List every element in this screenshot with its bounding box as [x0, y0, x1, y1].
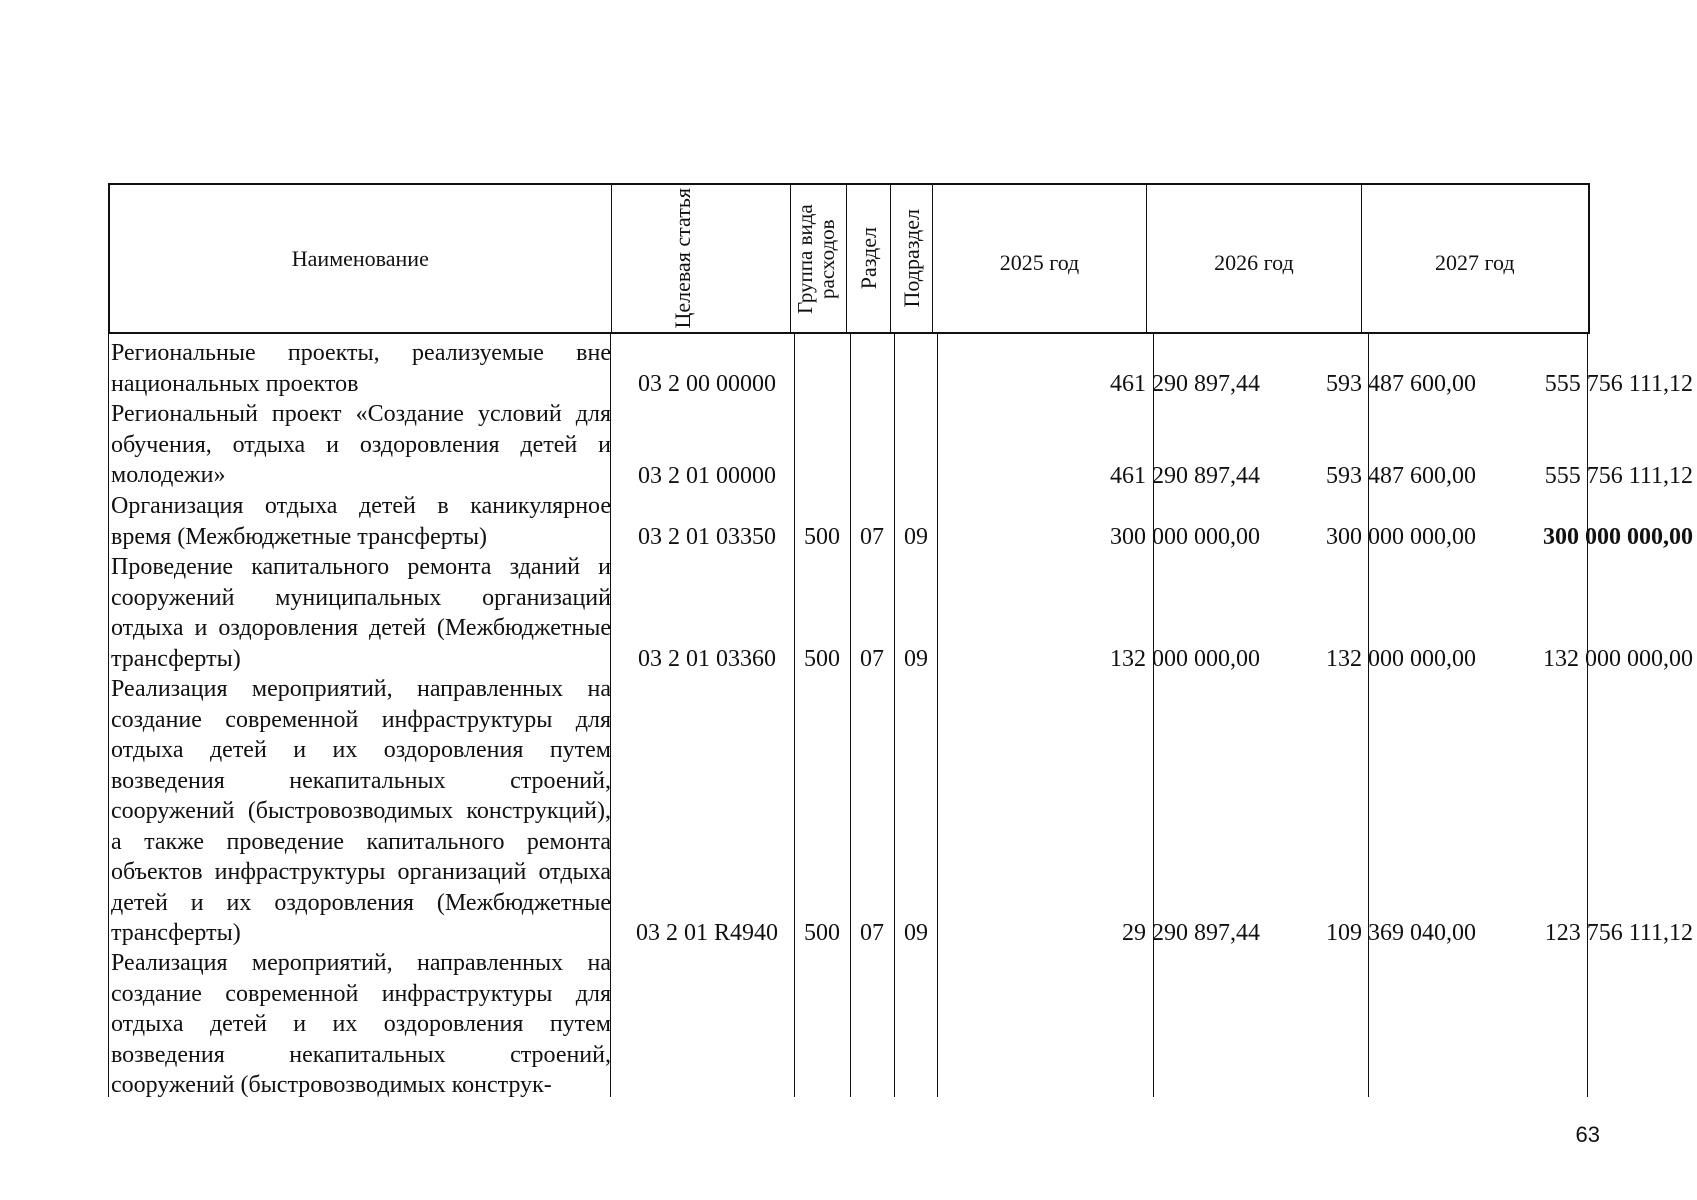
- row-code: 03 2 01 00000: [638, 462, 776, 489]
- row-name: Региональный проект «Создание условий для обучения, отдыха и оздоровления детей и молодежи»: [111, 401, 611, 488]
- table-header: [108, 183, 1590, 334]
- header-2026: 2026 год: [1147, 185, 1361, 332]
- row-2025: 461 290 897,44: [1110, 462, 1260, 489]
- row-2027: 132 000 000,00: [1543, 645, 1693, 672]
- header-2025: 2025 год: [933, 185, 1147, 332]
- table-row: [108, 948, 1590, 1100]
- row-code: 03 2 01 03350: [638, 523, 776, 550]
- row-2027: 123 756 111,12: [1544, 919, 1693, 946]
- row-2025: 461 290 897,44: [1110, 370, 1260, 397]
- table-row: [108, 674, 1693, 948]
- row-name: Организация отдыха детей в каникулярное время (Межбюджетные трансферты): [111, 493, 611, 550]
- header-group: [791, 185, 847, 332]
- row-name: Реализация мероприятий, направленных на создание современной инфраструктуры для отдыха детей и их оздоровления путем возведения некапитальных строений, сооружений (быстровозводимых конструк-: [111, 950, 611, 1098]
- table-row: [108, 491, 1693, 552]
- row-2027: 300 000 000,00: [1543, 523, 1693, 550]
- page-number: 63: [1575, 1122, 1600, 1147]
- row-code: 03 2 01 R4940: [635, 919, 778, 946]
- row-section: 07: [860, 645, 884, 672]
- table-row: [108, 338, 1693, 399]
- row-group: 500: [804, 645, 840, 672]
- row-2026: 300 000 000,00: [1326, 523, 1476, 550]
- row-name: Реализация мероприятий, направленных на создание современной инфраструктуры для отдыха детей и их оздоровления путем возведения некапитальных строений, сооружений (быстровозводимых конструкций), а также проведение капитального ремонта объектов инфраструктуры организаций отдыха детей и их оздоровления (Межбюджетные трансферты): [111, 676, 611, 946]
- header-2027: 2027 год: [1435, 249, 1515, 275]
- header-group-label: Группа вида расходов: [792, 203, 839, 314]
- row-code: 03 2 01 03360: [638, 645, 776, 672]
- header-code: [612, 185, 792, 332]
- header-section-label: Раздел: [855, 227, 881, 290]
- row-subsection: 09: [904, 645, 928, 672]
- header-subsection-label: Подраздел: [898, 209, 924, 308]
- table-row: [108, 552, 1693, 674]
- row-name: Проведение капитального ремонта зданий и сооружений муниципальных организаций отдыха и оздоровления детей (Межбюджетные трансферты): [111, 554, 611, 672]
- header-name: Наименование: [110, 185, 612, 332]
- header-code-label: Целевая статья: [669, 188, 695, 329]
- row-2025: 29 290 897,44: [1122, 919, 1260, 946]
- row-section: 07: [860, 523, 884, 550]
- row-2026: 109 369 040,00: [1326, 919, 1476, 946]
- row-2026: 593 487 600,00: [1326, 370, 1476, 397]
- table-body: [108, 334, 1693, 1098]
- row-2026: 132 000 000,00: [1326, 645, 1476, 672]
- header-subsection: [891, 185, 933, 332]
- row-2026: 593 487 600,00: [1326, 462, 1476, 489]
- row-subsection: 09: [904, 919, 928, 946]
- row-group: 500: [804, 523, 840, 550]
- row-subsection: 09: [904, 523, 928, 550]
- row-2025: 300 000 000,00: [1110, 523, 1260, 550]
- row-code: 03 2 00 00000: [638, 370, 776, 397]
- row-2027: 555 756 111,12: [1544, 462, 1693, 489]
- row-section: 07: [860, 919, 884, 946]
- row-group: 500: [804, 919, 840, 946]
- table-row: [108, 399, 1693, 491]
- header-section: [847, 185, 891, 332]
- row-name: Региональные проекты, реализуемые вне национальных проектов: [111, 340, 611, 397]
- row-2025: 132 000 000,00: [1110, 645, 1260, 672]
- row-2027: 555 756 111,12: [1544, 370, 1693, 397]
